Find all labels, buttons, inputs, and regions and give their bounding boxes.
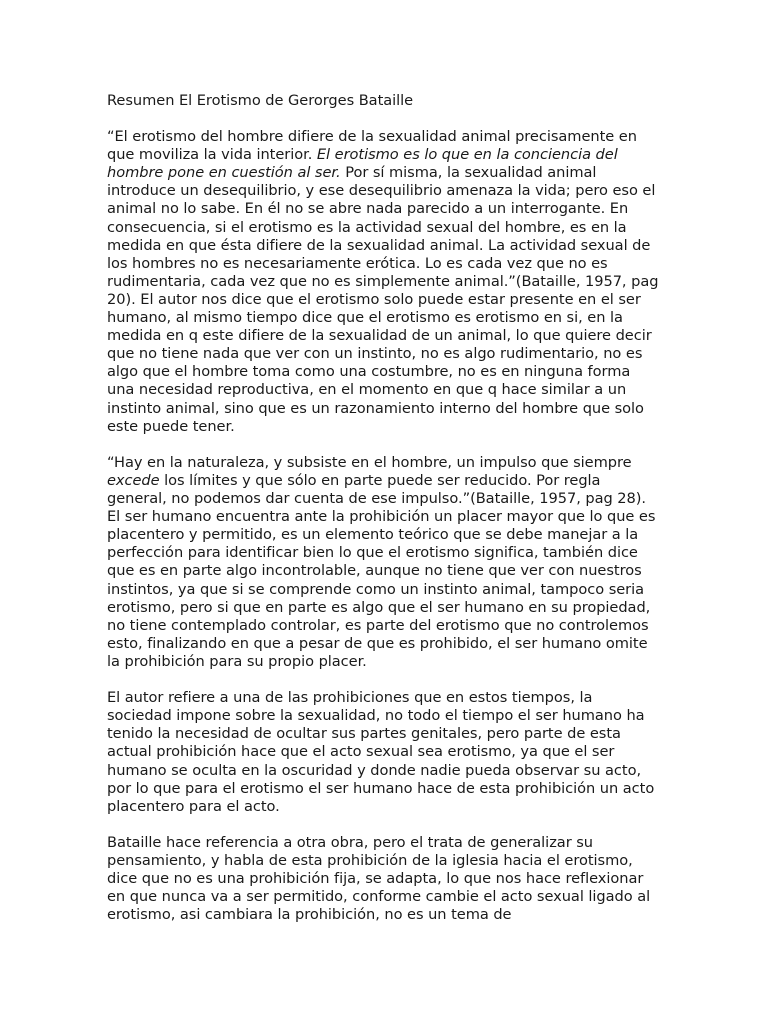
paragraph-1-text-b: Por sí misma, la sexualidad animal introduce un desequilibrio, y ese desequilibrio amenaza la vida; pero eso el animal no lo sabe. En él no se abre nada parecido a un interrogante. En consecuencia, si el erotismo es la actividad sexual del hombre, es en la medida en que ésta difiere de la sexualidad animal. La actividad sexual de los hombres no es necesariamente erótica. Lo es cada vez que no es rudimentaria, cada vez que no es simplemente animal.”(Bataille, 1957, pag 20). El autor nos dice que el erotismo solo puede estar presente en el ser humano, al mismo tiempo dice que el erotismo es erotismo en si, en la medida en q este difiere de la sexualidad de un animal, lo que quiere decir que no tiene nada que ver con un instinto, no es algo rudimentario, no es algo que el hombre toma como una costumbre, no es en ninguna forma una necesidad reproductiva, en el momento en que q hace similar a un instinto animal, sino que es un razonamiento interno del hombre que solo este puede tener. [107,164,659,435]
document-body [107,92,659,943]
document-title: Resumen El Erotismo de Gerorges Bataille [107,92,414,109]
paragraph-1 [107,128,659,436]
paragraph-2 [107,454,659,671]
paragraph-2-italic: excede [107,471,160,489]
paragraph-3: El autor refiere a una de las prohibiciones que en estos tiempos, la sociedad impone sobre la sexualidad, no todo el tiempo el ser humano ha tenido la necesidad de ocultar sus partes genitales, pero parte de esta actual prohibición hace que el acto sexual sea erotismo, ya que el ser humano se oculta en la oscuridad y donde nadie pueda observar su acto, por lo que para el erotismo el ser humano hace de esta prohibición un acto placentero para el acto. [107,689,655,815]
paragraph-1-italic: El erotismo es lo que en la conciencia del hombre pone en cuestión al ser. [107,146,618,182]
paragraph-1-text-a: “El erotismo del hombre difiere de la sexualidad animal precisamente en que moviliza la vida interior. [107,128,637,164]
paragraph-2-text-b: los límites y que sólo en parte puede ser reducido. Por regla general, no podemos dar cuenta de ese impulso.”(Bataille, 1957, pag 28). El ser humano encuentra ante la prohibición un placer mayor que lo que es placentero y permitido, es un elemento teórico que se debe manejar a la perfección para identificar bien lo que el erotismo significa, también dice que es en parte algo incontrolable, aunque no tiene que ver con nuestros instintos, ya que si se comprende como un instinto animal, tampoco seria erotismo, pero si que en parte es algo que el ser humano en su propiedad, no tiene contemplado controlar, es parte del erotismo que no controlemos esto, finalizando en que a pesar de que es prohibido, el ser humano omite la prohibición para su propio placer. [107,471,656,670]
paragraph-2-text-a: “Hay en la naturaleza, y subsiste en el hombre, un impulso que siempre [107,453,632,471]
paragraph-4: Bataille hace referencia a otra obra, pero el trata de generalizar su pensamiento, y habla de esta prohibición de la iglesia hacia el erotismo, dice que no es una prohibición fija, se adapta, lo que nos hace reflexionar en que nunca va a ser permitido, conforme cambie el acto sexual ligado al erotismo, asi cambiara la prohibición, no es un tema de [107,834,651,924]
